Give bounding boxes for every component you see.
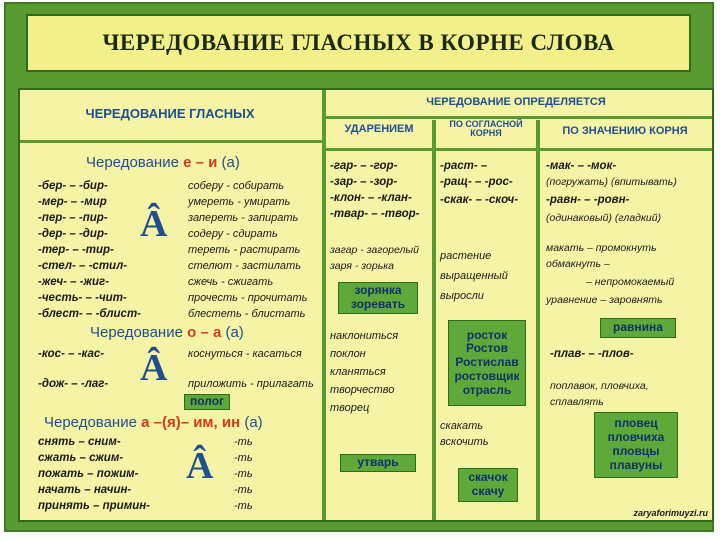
section2-title: Чередование о – а (а) xyxy=(90,324,244,341)
cons-root-0: -раст- – xyxy=(440,160,488,172)
stress-box-2: утварь xyxy=(340,454,416,472)
s3-ending-4: -ть xyxy=(234,500,253,512)
meaning-example-0: макать – промокнуть xyxy=(546,242,657,254)
s1-root-4: -тер- – -тир- xyxy=(38,244,114,256)
stress-root-3: -твар- – -твор- xyxy=(330,208,420,220)
accent-sign-3: Â xyxy=(186,445,214,487)
meaning-row-2: -равн- – -ровн- xyxy=(546,194,630,206)
s1-root-8: -блест- – -блист- xyxy=(38,308,142,320)
content-board xyxy=(18,88,714,522)
divider-subheaders xyxy=(326,148,712,151)
subheader-stress: УДАРЕНИЕМ xyxy=(344,123,414,135)
divider-consonant xyxy=(536,120,540,520)
stress-example2-1: поклон xyxy=(330,348,366,360)
poster-title: ЧЕРЕДОВАНИЕ ГЛАСНЫХ В КОРНЕ СЛОВА xyxy=(102,30,615,55)
meaning-example-2: – непромокаемый xyxy=(586,276,675,288)
s3-ending-2: -ть xyxy=(234,468,253,480)
cons-box-1: росток Ростов Ростислав ростовщик отрасль xyxy=(448,320,526,406)
meaning-example2-0: поплавок, пловчиха, xyxy=(550,380,649,392)
s1-root-1: -мер- – -мир xyxy=(38,196,107,208)
stress-example2-3: творчество xyxy=(330,384,395,396)
section1-title: Чередование е – и (а) xyxy=(86,154,240,171)
stress-root-2: -клон- – -клан- xyxy=(330,192,412,204)
right-header: ЧЕРЕДОВАНИЕ ОПРЕДЕЛЯЕТСЯ xyxy=(426,96,606,108)
s1-root-3: -дер- – -дир- xyxy=(38,228,108,240)
s1-example-5: стелют - застилать xyxy=(188,260,301,272)
s3-root-1: сжать – сжим- xyxy=(38,452,124,464)
s3-ending-0: -ть xyxy=(234,436,253,448)
s1-example-7: прочесть - прочитать xyxy=(188,292,308,304)
s1-example-6: сжечь - сжигать xyxy=(188,276,274,288)
subheader-meaning: ПО ЗНАЧЕНИЮ КОРНЯ xyxy=(562,125,688,137)
poster-frame xyxy=(4,2,714,532)
accent-sign-1: Â xyxy=(140,203,168,245)
s3-root-0: снять – сним- xyxy=(38,436,121,448)
meaning-row-3: (одинаковый) (гладкий) xyxy=(546,212,662,224)
watermark: zaryaforimuyzi.ru xyxy=(633,508,708,518)
s1-example-3: содеру - сдирать xyxy=(188,228,278,240)
s3-root-3: начать – начин- xyxy=(38,484,132,496)
stress-box-1: зорянка зоревать xyxy=(338,282,418,314)
meaning-example-3: уравнение – заровнять xyxy=(546,294,663,306)
subheader-consonant: ПО СОГЛАСНОЙ КОРНЯ xyxy=(449,119,523,139)
stress-example2-0: наклониться xyxy=(330,330,399,342)
meaning-root2: -плав- – -плов- xyxy=(550,348,634,360)
cons-root-1: -ращ- – -рос- xyxy=(440,176,513,188)
s1-root-2: -пер- – -пир- xyxy=(38,212,108,224)
s2-root-1: -дож- – -лаг- xyxy=(38,378,109,390)
s2-root-0: -кос- – -кас- xyxy=(38,348,105,360)
s1-example-8: блестеть - блистать xyxy=(188,308,306,320)
s3-ending-3: -ть xyxy=(234,484,253,496)
s1-root-6: -жеч- – -жиг- xyxy=(38,276,110,288)
title-band xyxy=(26,14,691,72)
s1-example-2: запереть - запирать xyxy=(188,212,299,224)
stress-root-1: -зар- – -зор- xyxy=(330,176,398,188)
stress-example-0: загар - загорелый xyxy=(330,244,419,256)
stress-example2-2: кланяться xyxy=(330,366,386,378)
cons-example-2: выросли xyxy=(440,290,484,302)
s2-example-1: приложить - прилагать xyxy=(188,378,314,390)
cons-example-0: растение xyxy=(440,250,492,262)
s2-box: полог xyxy=(184,394,230,410)
s3-ending-1: -ть xyxy=(234,452,253,464)
s1-example-1: умереть - умирать xyxy=(188,196,291,208)
cons-example2-0: скакать xyxy=(440,420,484,432)
s1-example-0: соберу - собирать xyxy=(188,180,285,192)
meaning-example2-1: сплавлять xyxy=(550,396,604,408)
s3-root-2: пожать – пожим- xyxy=(38,468,139,480)
cons-example2-1: вскочить xyxy=(440,436,489,448)
meaning-box-1: равнина xyxy=(600,318,676,338)
section3-title: Чередование а –(я)– им, ин (а) xyxy=(44,414,263,431)
meaning-row-1: (погружать) (впитывать) xyxy=(546,176,677,188)
cons-example-1: выращенный xyxy=(440,270,508,282)
stress-example-1: заря - зорька xyxy=(330,260,395,272)
divider-left-header xyxy=(20,140,322,143)
divider-stress xyxy=(432,120,436,520)
s3-root-4: принять – примин- xyxy=(38,500,151,512)
stress-example2-4: творец xyxy=(330,402,370,414)
s1-example-4: тереть - растирать xyxy=(188,244,301,256)
s1-root-5: -стел- – -стил- xyxy=(38,260,128,272)
left-header: ЧЕРЕДОВАНИЕ ГЛАСНЫХ xyxy=(85,106,255,121)
meaning-row-0: -мак- – -мок- xyxy=(546,160,617,172)
cons-box-2: скачок скачу xyxy=(458,468,518,502)
s1-root-0: -бер- – -бир- xyxy=(38,180,108,192)
stress-root-0: -гар- – -гор- xyxy=(330,160,398,172)
cons-root-2: -скак- – -скоч- xyxy=(440,194,519,206)
meaning-example-1: обмакнуть – xyxy=(546,258,610,270)
s2-example-0: коснуться - касаться xyxy=(188,348,302,360)
s1-root-7: -честь- – -чит- xyxy=(38,292,127,304)
accent-sign-2: Â xyxy=(140,347,168,389)
divider-main xyxy=(322,90,326,520)
meaning-box-2: пловец пловчиха пловцы плавуны xyxy=(594,412,678,478)
